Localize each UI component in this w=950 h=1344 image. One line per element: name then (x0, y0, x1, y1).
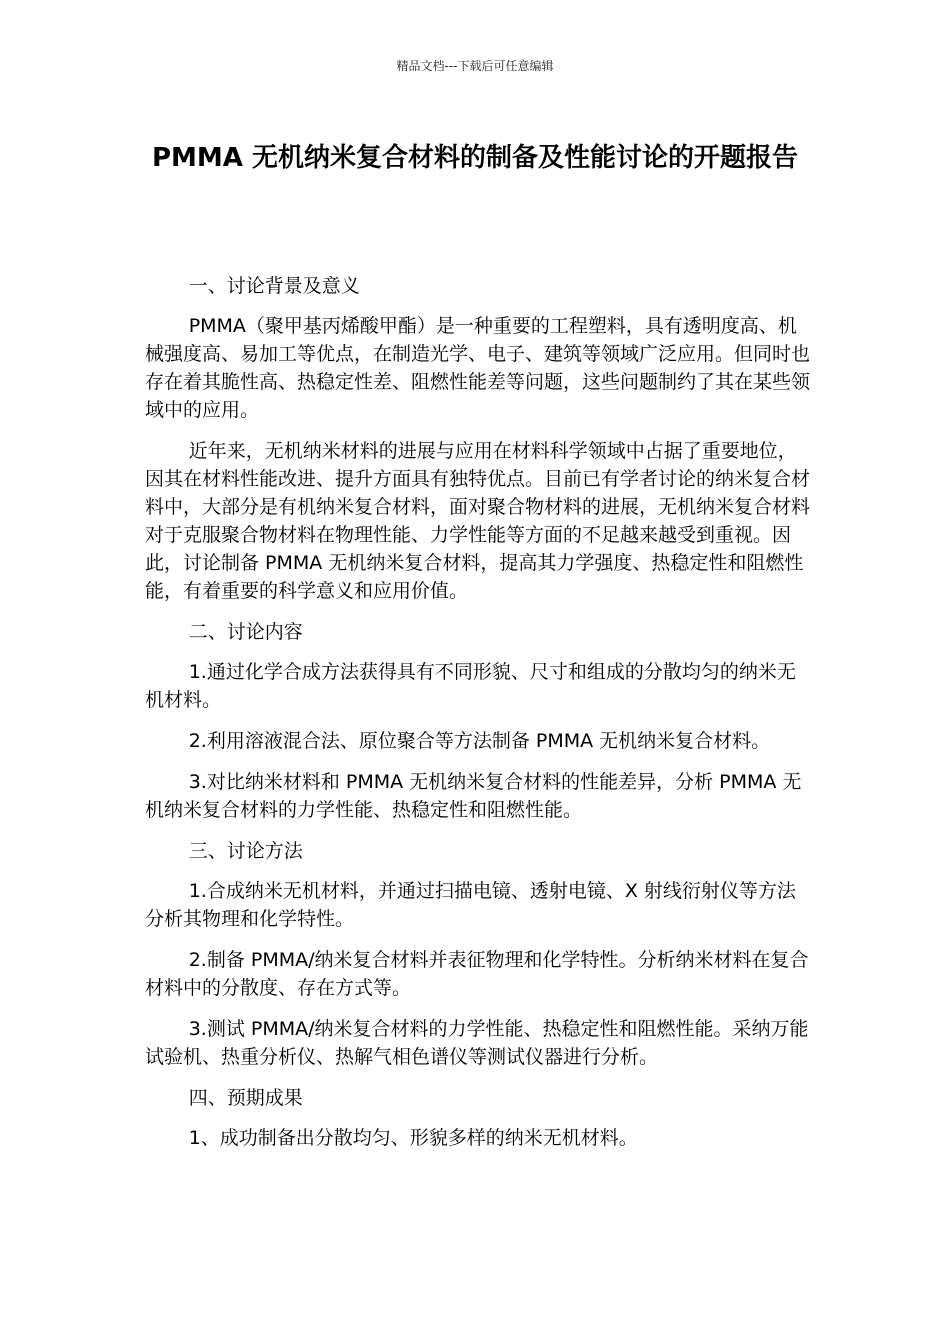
list-item: 3.测试 PMMA/纳米复合材料的力学性能、热稳定性和阻燃性能。采纳万能试验机、热重分析仪、热解气相色谱仪等测试仪器进行分析。 (145, 1018, 809, 1068)
list-item: 1、成功制备出分散均匀、形貌多样的纳米无机材料。 (188, 1127, 638, 1149)
section-heading-content: 二、讨论内容 (188, 621, 303, 643)
section-heading-expected-results: 四、预期成果 (188, 1087, 303, 1109)
paragraph: PMMA（聚甲基丙烯酸甲酯）是一种重要的工程塑料，具有透明度高、机械强度高、易加工等优点，在制造光学、电子、建筑等领域广泛应用。但同时也存在着其脆性高、热稳定性差、阻燃性能差等问题，这些问题制约了其在某些领域中的应用。 (145, 315, 811, 421)
document-title: PMMA 无机纳米复合材料的制备及性能讨论的开题报告 (152, 143, 798, 173)
list-item: 1.通过化学合成方法获得具有不同形貌、尺寸和组成的分散均匀的纳米无机材料。 (145, 661, 796, 711)
list-item: 3.对比纳米材料和 PMMA 无机纳米复合材料的性能差异，分析 PMMA 无机纳米复合材料的力学性能、热稳定性和阻燃性能。 (145, 771, 802, 821)
section-heading-background: 一、讨论背景及意义 (188, 275, 360, 297)
list-item: 2.利用溶液混合法、原位聚合等方法制备 PMMA 无机纳米复合材料。 (188, 730, 771, 752)
document-body (145, 272, 810, 1165)
list-item: 2.制备 PMMA/纳米复合材料并表征物理和化学特性。分析纳米材料在复合材料中的分散度、存在方式等。 (145, 949, 809, 999)
paragraph: 近年来，无机纳米材料的进展与应用在材料科学领域中占据了重要地位，因其在材料性能改进、提升方面具有独特优点。目前已有学者讨论的纳米复合材料中，大部分是有机纳米复合材料，面对聚合物材料的进展，无机纳米复合材料对于克服聚合物材料在物理性能、力学性能等方面的不足越来越受到重视。因此，讨论制备 PMMA 无机纳米复合材料，提高其力学强度、热稳定性和阻燃性能，有着重要的科学意义和应用价值。 (145, 440, 811, 602)
list-item: 1.合成纳米无机材料，并通过扫描电镜、透射电镜、X 射线衍射仪等方法分析其物理和化学特性。 (145, 880, 796, 930)
page-header: 精品文档---下载后可任意编辑 (396, 59, 554, 73)
section-heading-methods: 三、讨论方法 (188, 840, 303, 862)
